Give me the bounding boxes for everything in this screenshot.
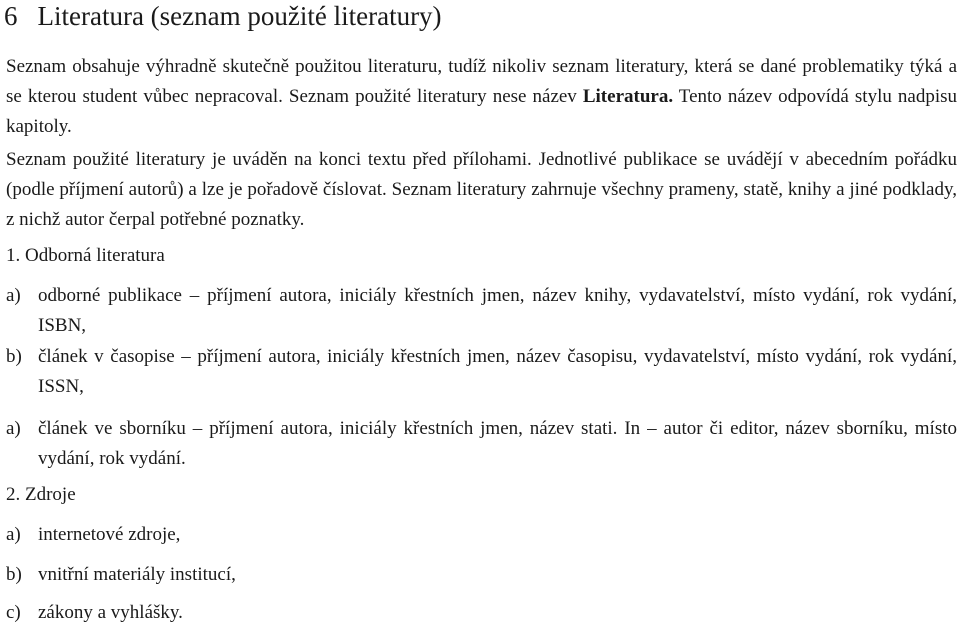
paragraph-placement: Seznam použité literatury je uváděn na konci textu před přílohami. Jednotlivé publikace se uvádějí v abecedním pořádku (podle příjmení autorů) a lze je pořadově číslovat. Seznam literatury zahrnuje všechny prameny, statě, knihy a jiné podklady, z nichž autor čerpal potřebné poznatky. xyxy=(6,149,957,230)
list-item-text: internetové zdroje, xyxy=(38,524,181,545)
list-item-text: vnitřní materiály institucí, xyxy=(38,564,236,585)
chapter-title: Literatura (seznam použité literatury) xyxy=(37,1,442,31)
list-marker: a) xyxy=(6,285,21,306)
list-item xyxy=(6,598,957,628)
list-item-text: zákony a vyhlášky. xyxy=(38,602,183,623)
section-heading-odborna-literatura: 1. Odborná literatura xyxy=(6,245,165,266)
list-item xyxy=(6,520,957,550)
list-marker: a) xyxy=(6,418,21,439)
section-heading-zdroje: 2. Zdroje xyxy=(6,484,76,505)
paragraph-intro xyxy=(6,52,957,142)
list-item-text: odborné publikace – příjmení autora, iniciály křestních jmen, název knihy, vydavatelství, místo vydání, rok vydání, ISBN, xyxy=(38,285,957,336)
list-item-text: článek v časopise – příjmení autora, iniciály křestních jmen, název časopisu, vydavatelství, místo vydání, rok vydání, ISSN, xyxy=(38,346,957,397)
chapter-number: 6 xyxy=(4,1,18,31)
list-item xyxy=(6,560,957,590)
literatura-term: Literatura. xyxy=(582,86,674,107)
paragraph-intro-text: Seznam obsahuje výhradně skutečně použitou literaturu, tudíž nikoliv seznam literatury, která se dané problematiky týká a se kterou student vůbec nepracoval. Seznam použité literatury nese název xyxy=(6,56,957,107)
list-item xyxy=(6,281,957,341)
chapter-heading xyxy=(4,0,442,32)
list-marker: b) xyxy=(6,346,22,367)
list-item xyxy=(6,342,957,402)
list-marker: a) xyxy=(6,524,21,545)
list-item-text: článek ve sborníku – příjmení autora, iniciály křestních jmen, název stati. In – autor či editor, název sborníku, místo vydání, rok vydání. xyxy=(38,418,957,469)
list-marker: b) xyxy=(6,564,22,585)
list-marker: c) xyxy=(6,602,21,623)
paragraph-intro-tail: Tento název odpovídá stylu nadpisu kapitoly. xyxy=(6,86,957,137)
list-item xyxy=(6,414,957,474)
